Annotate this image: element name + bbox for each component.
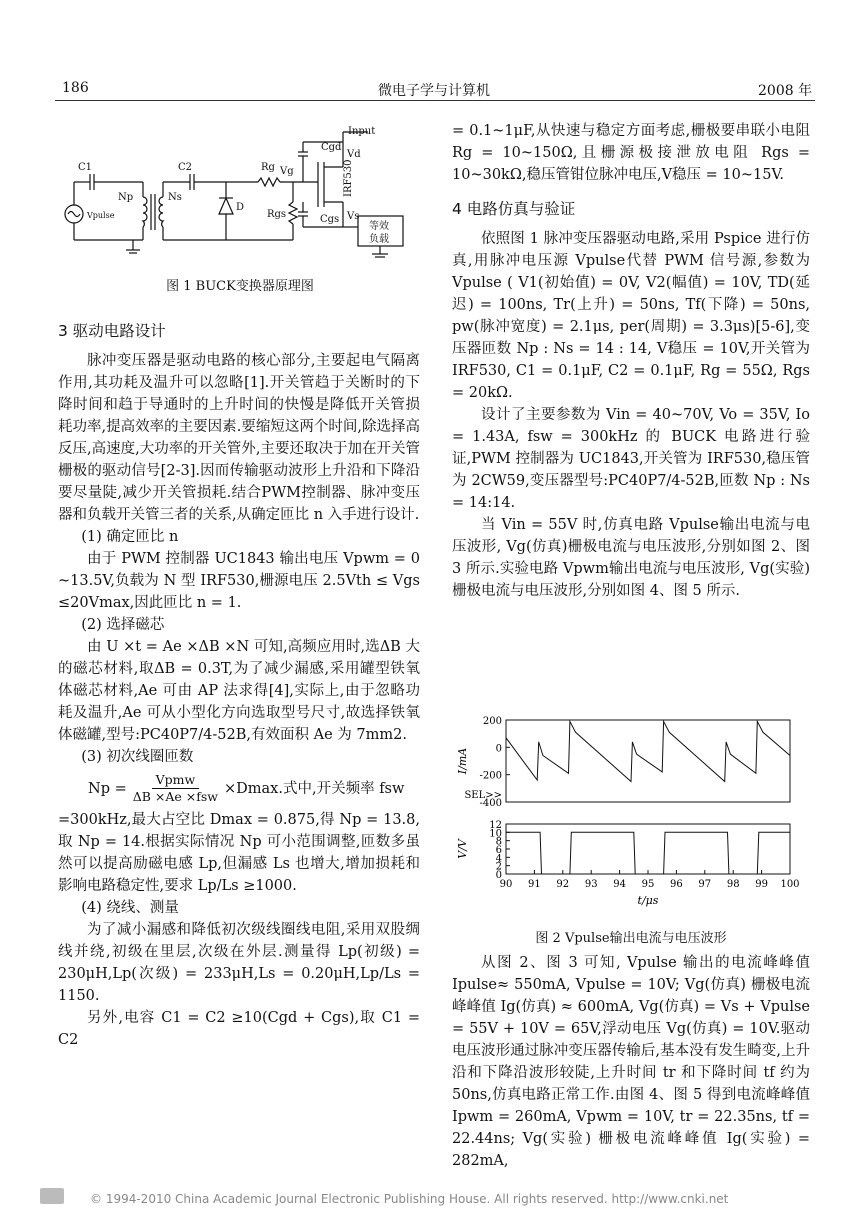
series-line bbox=[506, 832, 790, 874]
y-axis-label: I/mA bbox=[456, 747, 469, 775]
x-tick-label: 97 bbox=[698, 879, 712, 890]
paragraph: 为了减小漏感和降低初次级线圈线电阻,采用双股绸线并绕,初级在里层,次级在外层.测量得 Lp(初级) = 230μH,Lp(次级) = 233μH,Ls = 0.20μH,Lp/Ls = 1150. bbox=[58, 922, 420, 1004]
label-cgs: Cgs bbox=[320, 214, 340, 225]
label-vpulse: Vpulse bbox=[87, 211, 115, 220]
label-vg: Vg bbox=[280, 166, 294, 177]
subheading: (3) 初次线圈匝数 bbox=[81, 749, 194, 765]
y-tick-label: -400 bbox=[479, 798, 502, 809]
right-column-bottom bbox=[452, 952, 810, 1172]
y-tick-label: 0 bbox=[495, 743, 502, 755]
label-input: Input bbox=[348, 126, 376, 137]
y-tick-label: 12 bbox=[489, 820, 502, 831]
y-tick-label: 6 bbox=[495, 845, 502, 856]
subheading: (1) 确定匝比 n bbox=[81, 529, 179, 545]
label-rgs: Rgs bbox=[267, 209, 287, 220]
x-axis-label: t/μs bbox=[637, 894, 659, 907]
year: 2008 年 bbox=[758, 83, 813, 99]
paragraph: 由 U ×t = Ae ×ΔB ×N 可知,高频应用时,选ΔB 大的磁芯材料,取ΔB = 0.3T,为了减少漏感,采用罐型铁氧体磁芯材料,Ae 可由 AP 法求得[4],实际上,由于忽略功耗及温升,Ae 可从小型化方向选取型号尺寸,故选择铁氧体磁罐,型号:PC40P7/4-52B,有效面积 Ae 为 7mm2. bbox=[58, 639, 420, 743]
paragraph: 设计了主要参数为 Vin = 40~70V, Vo = 35V, Io = 1.43A, fsw = 300kHz 的 BUCK 电路进行验证,PWM 控制器为 UC1843,开关管为 IRF530,稳压管为 2CW59,变压器型号:PC40P7/4-52B,匝数 Np : Ns = 14:14. bbox=[452, 407, 810, 511]
paragraph: 另外,电容 C1 = C2 ≥10(Cgd + Cgs),取 C1 = C2 bbox=[58, 1010, 420, 1048]
cnki-logo bbox=[40, 1188, 64, 1204]
footer-copyright bbox=[90, 1192, 728, 1206]
plot-frame bbox=[506, 824, 790, 874]
journal-title: 微电子学与计算机 bbox=[378, 83, 490, 99]
y-axis-label: V/V bbox=[456, 839, 469, 859]
x-tick-label: 92 bbox=[556, 879, 570, 890]
formula-denominator: ΔB ×Ae ×fsw bbox=[132, 789, 219, 804]
figure2-caption: 图 2 Vpulse输出电流与电压波形 bbox=[535, 931, 727, 946]
paragraph: 当 Vin = 55V 时,仿真电路 Vpulse输出电流与电压波形, Vg(仿真)栅极电流与电压波形,分别如图 2、图 3 所示.实验电路 Vpwm输出电流与电压波形, Vg(实验)栅极电流与电压波形,分别如图 4、图 5 所示. bbox=[452, 517, 810, 599]
x-tick-label: 98 bbox=[726, 879, 740, 890]
x-tick-label: 91 bbox=[528, 879, 541, 890]
label-d: D bbox=[236, 202, 245, 213]
label-vs: Vs bbox=[347, 211, 360, 222]
x-tick-label: 90 bbox=[499, 879, 513, 890]
y-tick-label: -200 bbox=[479, 770, 502, 782]
header-rule bbox=[55, 100, 815, 101]
series-line bbox=[506, 721, 790, 781]
paragraph: 脉冲变压器是驱动电路的核心部分,主要起电气隔离作用,其功耗及温升可以忽略[1].开关管趋于关断时的下降时间和趋于导通时的上升时间的快慢是降低开关管损耗功率,提高效率的主要因素.要缩短这两个时间,除选择高反压,高速度,大功率的开关管外,主要还取决于加在开关管栅极的驱动信号[2-3].因而传输驱动波形上升沿和下降沿要尽量陡,减少开关管损耗.结合PWM控制器、脉冲变压器和负载开关管三者的关系,从确定匝比 n 入手进行设计. bbox=[58, 353, 420, 523]
label-load2: 负载 bbox=[369, 234, 389, 245]
label-ns: Ns bbox=[168, 192, 182, 203]
marker-label: SEL>> bbox=[464, 790, 502, 801]
x-tick-label: 93 bbox=[584, 879, 598, 890]
figure1-caption: 图 1 BUCK变换器原理图 bbox=[166, 279, 314, 294]
label-c2: C2 bbox=[178, 162, 193, 173]
x-tick-label: 100 bbox=[780, 879, 800, 890]
label-vd: Vd bbox=[347, 149, 361, 160]
plot-frame bbox=[506, 720, 790, 802]
x-tick-label: 94 bbox=[613, 879, 626, 890]
formula-lhs: Np = bbox=[88, 780, 127, 797]
formula-rhs: ×Dmax.式中,开关频率 fsw bbox=[224, 780, 405, 797]
x-tick-label: 95 bbox=[641, 879, 655, 890]
y-tick-label: 0 bbox=[495, 870, 502, 881]
y-tick-label: 8 bbox=[495, 836, 502, 848]
formula-fraction bbox=[133, 772, 218, 805]
paragraph: 由于 PWM 控制器 UC1843 输出电压 Vpwm = 0 ~13.5V,负载为 N 型 IRF530,栅源电压 2.5Vth ≤ Vgs ≤20Vmax,因此匝比 n = 1. bbox=[58, 551, 420, 611]
section-heading-4: 4 电路仿真与验证 bbox=[452, 200, 576, 218]
section-heading-3: 3 驱动电路设计 bbox=[58, 322, 166, 340]
footer-text: © 1994-2010 China Academic Journal Electronic Publishing House. All rights reserved. http://www.cnki.net bbox=[90, 1192, 729, 1206]
label-c1: C1 bbox=[78, 162, 93, 173]
label-irf: IRF530 bbox=[343, 159, 354, 197]
y-tick-label: 2 bbox=[495, 861, 502, 873]
y-tick-label: 200 bbox=[482, 716, 502, 727]
label-load1: 等效 bbox=[369, 221, 389, 232]
paragraph: 从图 2、图 3 可知, Vpulse 输出的电流峰峰值 Ipulse≈ 550mA, Vpulse = 10V; Vg(仿真) 栅极电流峰峰值 Ig(仿真) ≈ 600mA, Vg(仿真) = Vs + Vpulse = 55V + 10V = 65V,浮动电压 Vg(仿真) = 10V.驱动电压波形通过脉冲变压器传输后,基本没有发生畸变,上升沿和下降沿波形较陡,上升时间 tr 和下降时间 tf 约为 50ns,仿真电路正常工作.由图 4、图 5 得到电流峰峰值 Ipwm = 260mA, Vpwm = 10V, tr = 22.35ns, tf = 22.44ns; Vg(实验) 栅极电流峰峰值 Ig(实验) = 282mA, bbox=[452, 955, 810, 1169]
page-number: 186 bbox=[62, 80, 89, 96]
x-tick-label: 96 bbox=[670, 879, 683, 890]
left-column bbox=[58, 312, 420, 1051]
paragraph: 依照图 1 脉冲变压器驱动电路,采用 Pspice 进行仿真,用脉冲电压源 Vpulse代替 PWM 信号源,参数为 Vpulse ( V1(初始值) = 0V, V2(幅值) = 10V, TD(延迟) = 100ns, Tr(上升) = 50ns, Tf(下降) = 50ns, pw(脉冲宽度) = 2.1μs, per(周期) = 3.3μs)[5-6],变压器匝数 Np : Ns = 14 : 14, V稳压 = 10V,开关管为 IRF530, C1 = 0.1μF, C2 = 0.1μF, Rg = 55Ω, Rgs = 20kΩ. bbox=[452, 231, 810, 401]
figure1-circuit bbox=[58, 122, 418, 282]
figure2-chart bbox=[452, 712, 810, 932]
label-cgd: Cgd bbox=[321, 142, 342, 153]
right-column bbox=[452, 120, 810, 602]
paragraph: =300kHz,最大占空比 Dmax = 0.875,得 Np = 13.8,取 Np = 14.根据实际情况 Np 可小范围调整,匝数多虽然可以提高励磁电感 Lp,但漏感 Ls 也增大,增加损耗和影响电路稳定性,要求 Lp/Ls ≥1000. bbox=[58, 812, 420, 894]
y-tick-label: 4 bbox=[495, 853, 502, 865]
formula bbox=[58, 772, 420, 805]
subheading: (2) 选择磁芯 bbox=[81, 617, 165, 633]
formula-numerator: Vpmw bbox=[152, 772, 200, 789]
paragraph: = 0.1~1μF,从快速与稳定方面考虑,栅极要串联小电阻 Rg = 10~150Ω,且栅源极接泄放电阻 Rgs = 10~30kΩ,稳压管钳位脉冲电压,V稳压 = 10~15V. bbox=[452, 123, 810, 183]
label-np: Np bbox=[118, 192, 134, 203]
subheading: (4) 绕线、测量 bbox=[81, 900, 179, 916]
y-tick-label: 10 bbox=[489, 828, 502, 840]
label-rg: Rg bbox=[261, 162, 275, 173]
x-tick-label: 99 bbox=[755, 879, 768, 890]
